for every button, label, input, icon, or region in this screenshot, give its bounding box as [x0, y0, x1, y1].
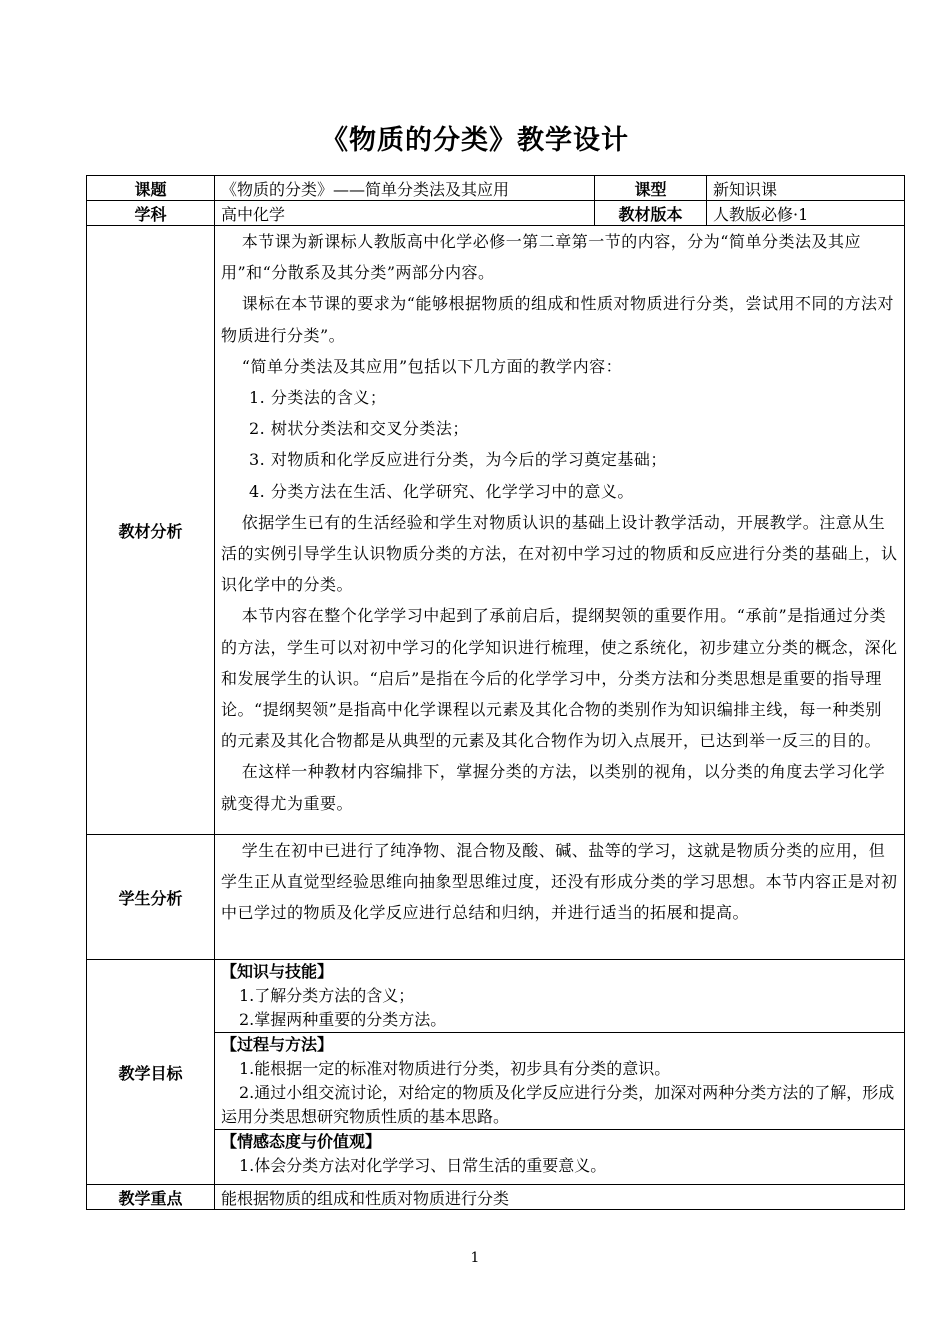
- knowledge-item: 2.掌握两种重要的分类方法。: [239, 1010, 447, 1029]
- attitude-heading: 【情感态度与价值观】: [221, 1132, 382, 1151]
- table-row: [87, 835, 905, 960]
- lesson-plan-table: [86, 175, 905, 1210]
- student-paragraph: 学生在初中已进行了纯净物、混合物及酸、碱、盐等的学习，这就是物质分类的应用，但学生正从直觉型经验思维向抽象型思维过度，还没有形成分类的学习思想。本节内容正是对初中已学过的物质及化学反应进行总结和归纳，并进行适当的拓展和提高。: [221, 841, 898, 923]
- subject-value: 高中化学: [215, 201, 595, 226]
- process-item: 2.通过小组交流讨论，对给定的物质及化学反应进行分类，加深对两种分类方法的了解，形成运用分类思想研究物质性质的基本思路。: [221, 1083, 895, 1126]
- material-paragraph: 本节内容在整个化学学习中起到了承前启后，提纲契领的重要作用。“承前”是指通过分类的方法，学生可以对初中学习的化学知识进行梳理，使之系统化，初步建立分类的概念，深化和发展学生的认识。“启后”是指在今后的化学学习中，分类方法和分类思想是重要的指导理论。“提纲契领”是指高中化学课程以元素及其化合物的类别作为知识编排主线，每一种类别的元素及其化合物都是从典型的元素及其化合物作为切入点展开，已达到举一反三的目的。: [221, 606, 898, 751]
- material-list-item: 2. 树状分类法和交叉分类法；: [249, 419, 469, 439]
- table-row: [87, 176, 905, 201]
- key-point-label: 教学重点: [87, 1185, 215, 1210]
- material-list-item: 1. 分类法的含义；: [249, 388, 387, 408]
- table-row: [87, 960, 905, 1185]
- material-list-item: 3. 对物质和化学反应进行分类，为今后的学习奠定基础；: [249, 450, 667, 470]
- table-row: [87, 226, 905, 835]
- page-number: 1: [470, 1250, 480, 1266]
- material-paragraph: 在这样一种教材内容编排下，掌握分类的方法，以类别的视角，以分类的角度去学习化学就变得尤为重要。: [221, 762, 886, 813]
- objectives-content: [215, 960, 905, 1185]
- attitude-item: 1.体会分类方法对化学学习、日常生活的重要意义。: [239, 1156, 607, 1175]
- knowledge-heading: 【知识与技能】: [221, 962, 334, 981]
- topic-value: 《物质的分类》——简单分类法及其应用: [215, 176, 595, 201]
- type-label: 课型: [595, 176, 707, 201]
- material-paragraph: 课标在本节课的要求为“能够根据物质的组成和性质对物质进行分类，尝试用不同的方法对物质进行分类”。: [221, 294, 894, 345]
- objectives-label: 教学目标: [87, 960, 215, 1185]
- page-title: 《物质的分类》教学设计: [321, 125, 629, 156]
- table-row: [87, 1185, 905, 1210]
- material-analysis-label: 教材分析: [87, 226, 215, 835]
- student-analysis-label: 学生分析: [87, 835, 215, 960]
- student-analysis-content: [215, 835, 905, 960]
- type-value: 新知识课: [707, 176, 905, 201]
- topic-label: 课题: [87, 176, 215, 201]
- edition-value: 人教版必修·1: [707, 201, 905, 226]
- process-item: 1.能根据一定的标准对物质进行分类，初步具有分类的意识。: [239, 1059, 671, 1078]
- process-heading: 【过程与方法】: [221, 1035, 334, 1054]
- subject-label: 学科: [87, 201, 215, 226]
- key-point-value: 能根据物质的组成和性质对物质进行分类: [215, 1185, 905, 1210]
- material-paragraph: 本节课为新课标人教版高中化学必修一第二章第一节的内容，分为“简单分类法及其应用”和“分散系及其分类”两部分内容。: [221, 232, 861, 283]
- material-paragraph: 依据学生已有的生活经验和学生对物质认识的基础上设计教学活动，开展教学。注意从生活的实例引导学生认识物质分类的方法，在对初中学习过的物质和反应进行分类的基础上，认识化学中的分类。: [221, 512, 898, 595]
- knowledge-item: 1.了解分类方法的含义；: [239, 986, 415, 1005]
- edition-label: 教材版本: [595, 201, 707, 226]
- material-paragraph: “简单分类法及其应用”包括以下几方面的教学内容：: [241, 356, 623, 376]
- material-list-item: 4. 分类方法在生活、化学研究、化学学习中的意义。: [249, 481, 634, 501]
- material-analysis-content: [215, 226, 905, 835]
- table-row: [87, 201, 905, 226]
